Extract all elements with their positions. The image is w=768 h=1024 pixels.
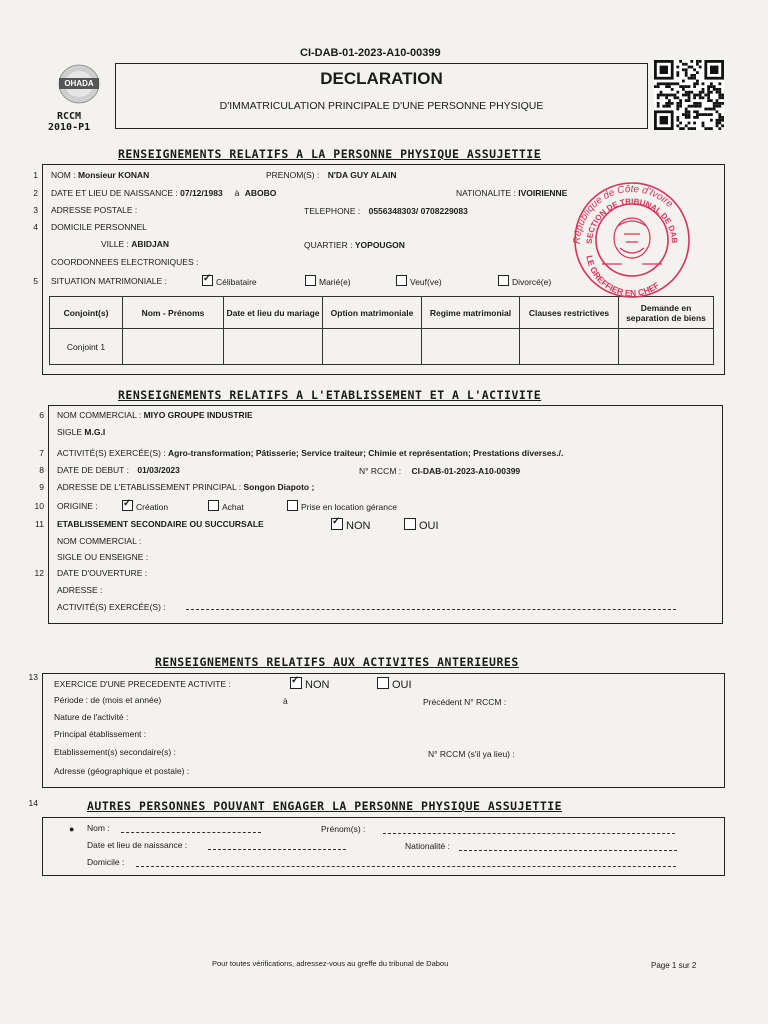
quartier-field: QUARTIER : YOPOUGON: [304, 240, 405, 250]
rccm-sil-label: N° RCCM (s'il ya lieu) :: [428, 749, 515, 759]
adresse-postale-label: ADRESSE POSTALE :: [51, 205, 138, 215]
stamp-bottom-text: LE GREFFIER EN CHEF: [584, 254, 661, 299]
nature-activite-label: Nature de l'activité :: [54, 712, 129, 722]
table-cell[interactable]: [619, 329, 714, 365]
qr-code[interactable]: [654, 60, 724, 130]
origine-option-creation[interactable]: ✓ Création: [122, 500, 168, 512]
dashed-line: [383, 833, 675, 834]
sec-nom-commercial-label: NOM COMMERCIAL :: [57, 536, 142, 546]
origine-option-achat[interactable]: Achat: [208, 500, 244, 512]
table-cell[interactable]: [323, 329, 422, 365]
footer-note: Pour toutes vérifications, adressez-vous au greffe du tribunal de Dabou: [212, 959, 449, 968]
prenom-field: PRENOM(S) : N'DA GUY ALAIN: [266, 170, 397, 180]
title-box: [115, 63, 648, 129]
table-header: Option matrimoniale: [323, 297, 422, 329]
row-number: 13: [28, 672, 38, 682]
adresse-etablissement-field: ADRESSE DE L'ETABLISSEMENT PRINCIPAL : Songon Diapoto ;: [57, 482, 315, 492]
section3-title: RENSEIGNEMENTS RELATIFS AUX ACTIVITES ANTERIEURES: [155, 655, 519, 669]
secondaire-oui-option[interactable]: OUI: [404, 518, 439, 532]
origine-label: ORIGINE :: [57, 501, 98, 511]
etablissement-secondaire-label: ETABLISSEMENT SECONDAIRE OU SUCCURSALE: [57, 519, 264, 529]
table-header: Clauses restrictives: [520, 297, 619, 329]
row-number: 2: [33, 188, 38, 198]
checkbox[interactable]: [377, 677, 389, 689]
row-number: 8: [39, 465, 44, 475]
naissance-field: DATE ET LIEU DE NAISSANCE : 07/12/1983 à ABOBO: [51, 188, 277, 198]
ohada-logo-text: OHADA: [64, 79, 94, 88]
checkbox[interactable]: [396, 275, 407, 286]
exercice-oui-option[interactable]: OUI: [377, 677, 412, 691]
section4-title: AUTRES PERSONNES POUVANT ENGAGER LA PERSONNE PHYSIQUE ASSUJETTIE: [87, 799, 563, 813]
table-cell[interactable]: [123, 329, 224, 365]
page-number: Page 1 sur 2: [651, 961, 697, 970]
table-row: [50, 329, 714, 365]
tribunal-stamp: [566, 178, 698, 300]
section2-title: RENSEIGNEMENTS RELATIFS A L'ETABLISSEMENT ET A L'ACTIVITE: [118, 388, 542, 402]
nom-field: NOM : Monsieur KONAN: [51, 170, 150, 180]
document-subtitle: D'IMMATRICULATION PRINCIPALE D'UNE PERSONNE PHYSIQUE: [219, 100, 544, 112]
row-number: 1: [33, 170, 38, 180]
sec-adresse-label: ADRESSE :: [57, 585, 103, 595]
etablissement-secondaire-label: Etablissement(s) secondaire(s) :: [54, 747, 176, 757]
table-header: Conjoint(s): [50, 297, 123, 329]
row-number: 12: [34, 568, 44, 578]
precedent-rccm-label: Précédent N° RCCM :: [423, 697, 507, 707]
document-title: DECLARATION: [320, 69, 443, 88]
table-header: Regime matrimonial: [422, 297, 520, 329]
table-header: Demande en separation de biens: [619, 297, 714, 329]
dashed-line: [208, 849, 346, 850]
row-number: 14: [28, 798, 38, 808]
stamp-outer-text: République de Côte d'Ivoire: [571, 183, 675, 245]
situation-option-celibataire[interactable]: ✓ Célibataire: [202, 275, 257, 287]
row-number: 7: [39, 448, 44, 458]
row-number: 3: [33, 205, 38, 215]
table-header: Date et lieu du mariage: [224, 297, 323, 329]
nationalite-label: Nationalité :: [405, 841, 450, 851]
dashed-line: [121, 832, 261, 833]
rccm-label: RCCM: [57, 111, 82, 122]
ohada-logo: [50, 62, 108, 106]
situation-option-marie[interactable]: Marié(e): [305, 275, 351, 287]
checkbox-checked[interactable]: [331, 518, 343, 530]
telephone-field: TELEPHONE : 0556348303/ 0708229083: [304, 206, 468, 216]
section1-title: RENSEIGNEMENTS RELATIFS A LA PERSONNE PHYSIQUE ASSUJETTIE: [118, 147, 542, 161]
checkbox-checked[interactable]: [202, 275, 213, 286]
rccm-field: N° RCCM : CI-DAB-01-2023-A10-00399: [359, 466, 521, 476]
domicile-label: DOMICILE PERSONNEL: [51, 222, 147, 232]
checkbox-checked[interactable]: [290, 677, 302, 689]
naissance-label: Date et lieu de naissance :: [87, 840, 188, 850]
table-header-row: [50, 297, 714, 329]
checkbox[interactable]: [404, 518, 416, 530]
ville-field: VILLE : ABIDJAN: [101, 239, 170, 249]
dashed-line: [136, 866, 676, 867]
adresse-geo-label: Adresse (géographique et postale) :: [54, 766, 190, 776]
bullet-icon: ●: [69, 824, 75, 834]
table-cell[interactable]: [520, 329, 619, 365]
activites-field: ACTIVITÉ(S) EXERCÉE(S) : Agro-transformation; Pâtisserie; Service traiteur; Chimie et représentation; Prestations diverses./.: [57, 448, 564, 458]
row-number: 6: [39, 410, 44, 420]
nom-commercial-field: NOM COMMERCIAL : MIYO GROUPE INDUSTRIE: [57, 410, 253, 420]
domicile-label: Domicile :: [87, 857, 125, 867]
secondaire-non-option[interactable]: ✓ NON: [331, 518, 370, 532]
prenoms-label: Prénom(s) :: [321, 824, 366, 834]
sec-activites-label: ACTIVITÉ(S) EXERCÉE(S) :: [57, 602, 166, 612]
section2-box: [48, 405, 723, 624]
principal-etablissement-label: Principal établissement :: [54, 729, 147, 739]
row-number: 10: [34, 501, 44, 511]
dashed-line: [459, 850, 677, 851]
checkbox[interactable]: [287, 500, 298, 511]
checkbox[interactable]: [498, 275, 509, 286]
exercice-label: EXERCICE D'UNE PRECEDENTE ACTIVITE :: [54, 679, 231, 689]
origine-option-location[interactable]: Prise en location gérance: [287, 500, 397, 512]
row-number: 5: [33, 276, 38, 286]
svg-text:LE GREFFIER EN CHEF: [584, 255, 661, 299]
periode-a-label: à: [283, 696, 288, 706]
table-cell[interactable]: [224, 329, 323, 365]
row-number: 9: [39, 482, 44, 492]
form-code: 2010-P1: [48, 122, 91, 133]
sigle-field: SIGLE M.G.I: [57, 427, 106, 437]
sec-date-ouverture-label: DATE D'OUVERTURE :: [57, 568, 148, 578]
row-number: 11: [35, 519, 44, 529]
checkbox[interactable]: [208, 500, 219, 511]
checkbox[interactable]: [305, 275, 316, 286]
checkbox-checked[interactable]: [122, 500, 133, 511]
periode-label: Période : de (mois et année): [54, 695, 162, 705]
date-debut-field: DATE DE DEBUT : 01/03/2023: [57, 465, 180, 475]
sec-sigle-label: SIGLE OU ENSEIGNE :: [57, 552, 149, 562]
dashed-line: [186, 609, 676, 610]
exercice-non-option[interactable]: ✓ NON: [290, 677, 329, 691]
table-cell: Conjoint 1: [50, 329, 123, 365]
nom-label: Nom :: [87, 823, 110, 833]
situation-option-veuf[interactable]: Veuf(ve): [396, 275, 442, 287]
nationalite-field: NATIONALITE : IVOIRIENNE: [456, 188, 568, 198]
situation-option-divorce[interactable]: Divorcé(e): [498, 275, 551, 287]
table-header: Nom - Prénoms: [123, 297, 224, 329]
coordonnees-label: COORDONNEES ELECTRONIQUES :: [51, 257, 199, 267]
conjoint-table: [49, 296, 714, 365]
reference-code: CI-DAB-01-2023-A10-00399: [300, 47, 441, 59]
table-cell[interactable]: [422, 329, 520, 365]
row-number: 4: [33, 222, 38, 232]
situation-label: SITUATION MATRIMONIALE :: [51, 276, 167, 286]
stamp-inner-text: SECTION DE TRIBUNAL DE DAB: [584, 196, 680, 245]
